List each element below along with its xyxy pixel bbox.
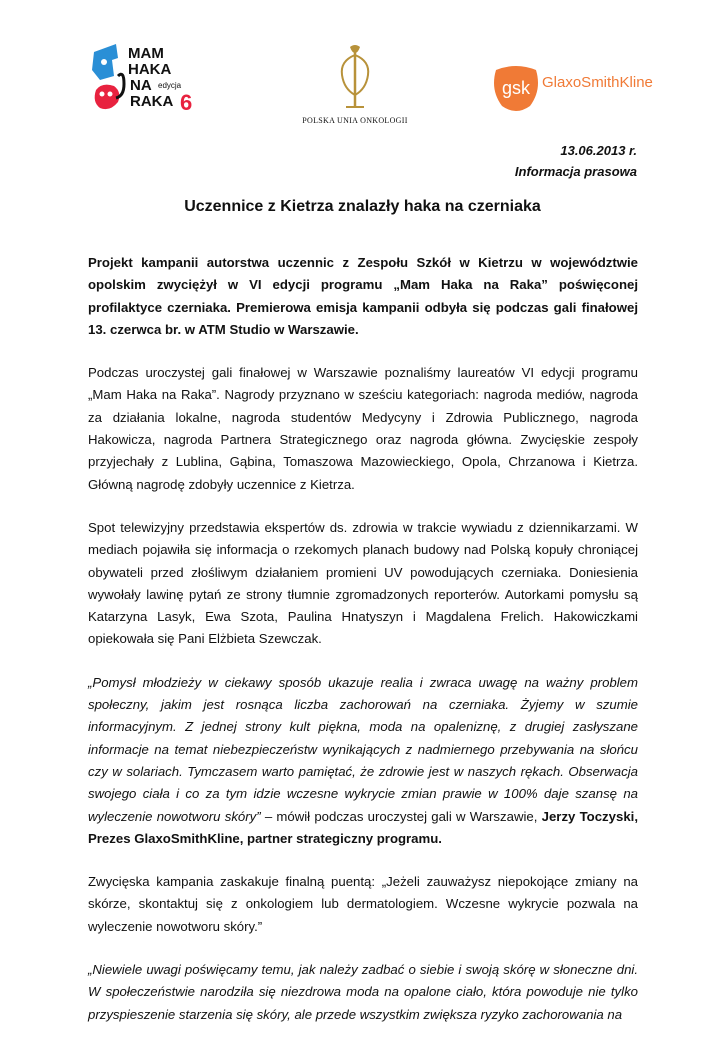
logo-line-2: HAKA — [128, 61, 172, 78]
page-title: Uczennice z Kietrza znalazły haka na czerniaka — [184, 198, 541, 215]
quote-toczyski-text: „Pomysł młodzieży w ciekawy sposób ukazuje realia i zwraca uwagę na ważny problem społeczny, jakim jest rosnąca liczba zachorowań na czerniaka. Żyjemy w szumie informacyjnym. Z jednej strony kult piękna, moda na opaleniznę, z drugiej zasłyszane informacje na temat niebezpieczeństw wynikających z nadmiernego przebywania na słońcu czy w solariach. Tymczasem warto pamiętać, że zdrowie jest w naszych rękach. Obserwacja swojego ciała i co za tym idzie wczesne wykrycie zmian prawie w 100% daje szansę na wyleczenie nowotworu skóry” — [88, 674, 638, 824]
caduceus-emblem-icon — [300, 45, 410, 115]
quote-second: „Niewiele uwagi poświęcamy temu, jak należy zadbać o siebie i swoją skórę w słoneczne dni. W społeczeństwie narodziła się niezdrowa moda na opalone ciało, która powoduje nie tylko przyspieszenie starzenia się skóry, ale przede wszystkim zwiększa ryzyko zachorowania na — [88, 962, 638, 1022]
gsk-logo — [490, 62, 653, 116]
document-date: 13.06.2013 r. — [560, 143, 637, 158]
logo-line-4: RAKA — [130, 93, 174, 110]
document-meta — [515, 140, 637, 182]
paragraph-spot: Spot telewizyjny przedstawia ekspertów ds. zdrowia w trakcie wywiadu z dziennikarzami. W mediach pojawiła się informacja o rzekomych planach budowy nad Polską kopuły chroniącej obywateli przed złośliwym działaniem promieni UV powodujących czerniaka. Doniesienia wywołały lawinę pytań ze strony tłumnie zgromadzonych reporterów. Autorkami pomysłu są Katarzyna Lasyk, Ewa Szota, Paulina Hnatyszyn i Magdalena Frelich. Hakowiczkami opiekowała się Pani Elżbieta Szewczak. — [88, 519, 638, 647]
pu-logo-text: POLSKA UNIA ONKOLOGII — [302, 116, 408, 125]
logo-bar — [0, 40, 725, 130]
mam-haka-na-raka-logo — [88, 40, 208, 120]
gsk-orange-mark-icon — [490, 62, 542, 114]
logo-line-3: NA — [130, 77, 152, 94]
logo-edycja: edycja — [158, 81, 182, 90]
quote-toczyski — [88, 672, 638, 850]
document-type: Informacja prasowa — [514, 164, 637, 179]
paragraph-gala: Podczas uroczystej gali finałowej w Warszawie poznaliśmy laureatów VI edycji programu „Mam Haka na Raka”. Nagrody przyznano w sześciu kategoriach: nagroda mediów, nagroda za działania lokalne, nagroda studentów Medycyny i Zdrowia Publicznego, nagroda Hakowicza, nagroda Partnera Strategicznego oraz nagroda główna. Zwycięskie zespoły przyjechały z Lublina, Gąbina, Tomaszowa Mazowieckiego, Opola, Chrzanowa i Kietrza. Główną nagrodę zdobyły uczennice z Kietrza. — [88, 365, 638, 492]
gsk-name: GlaxoSmithKline — [542, 74, 653, 91]
logo-line-1: MAM — [128, 45, 164, 62]
paragraph-puenta: Zwycięska kampania zaskakuje finalną puentą: „Jeżeli zauważysz niepokojące zmiany na skórze, skontaktuj się z onkologiem lub dermatologiem. Wczesne wykrycie pozwala na wyleczenie nowotworu skóry.” — [88, 874, 638, 934]
quote-toczyski-speaker: Jerzy Toczyski, Prezes GlaxoSmithKline, partner strategiczny programu. — [88, 808, 638, 846]
mam-haka-na-raka-logo-graphic — [88, 40, 208, 120]
document-body — [88, 252, 638, 1047]
lead-paragraph: Projekt kampanii autorstwa uczennic z Zespołu Szkół w Kietrzu w województwie opolskim zwyciężył w VI edycji programu „Mam Haka na Raka” poświęconej profilaktyce czerniaka. Premierowa emisja kampanii odbyła się podczas gali finałowej 13. czerwca br. w ATM Studio w Warszawie. — [88, 255, 638, 337]
logo-edition-number: 6 — [180, 90, 193, 115]
gsk-mark-text: gsk — [501, 78, 531, 98]
polska-unia-onkologii-logo — [300, 45, 410, 130]
quote-toczyski-attribution: – mówił podczas uroczystej gali w Warszawie, — [260, 808, 542, 824]
